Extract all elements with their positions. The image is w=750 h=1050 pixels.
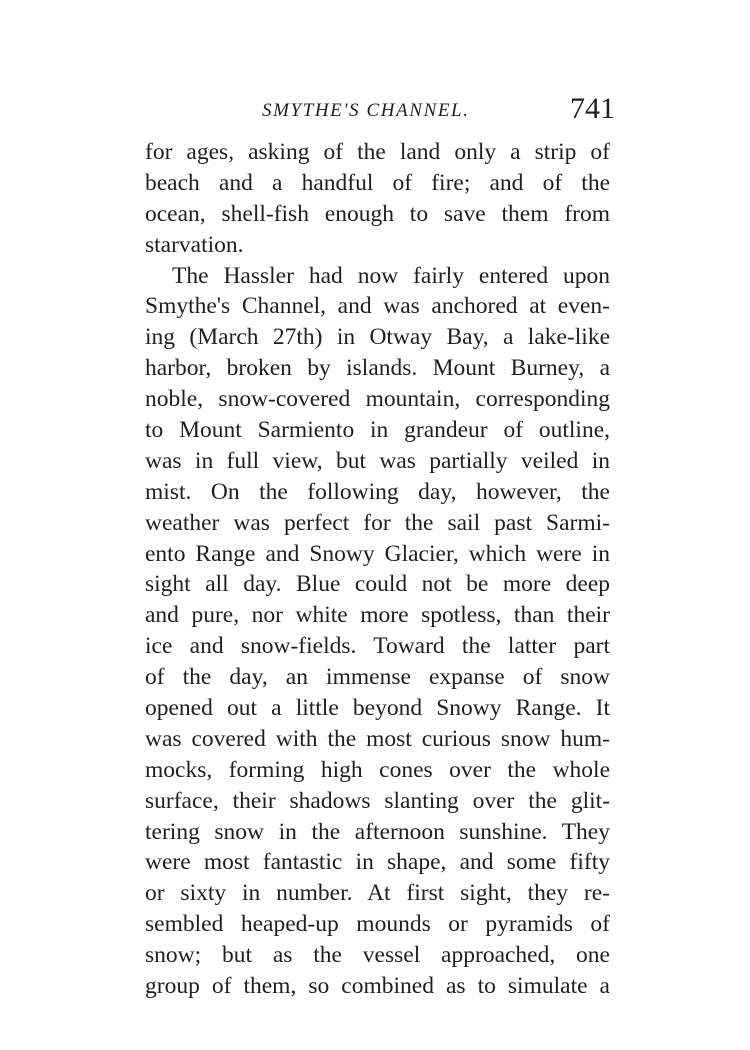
text-line: harbor, broken by islands. Mount Burney, a — [145, 355, 610, 382]
text-line: sight all day. Blue could not be more deep — [145, 571, 610, 598]
text-line: ing (March 27th) in Otway Bay, a lake-like — [145, 324, 610, 351]
text-line: opened out a little beyond Snowy Range. It — [145, 695, 610, 722]
text-line: mocks, forming high cones over the whole — [145, 756, 610, 783]
text-line: for ages, asking of the land only a strip of — [145, 139, 610, 165]
text-line: noble, snow-covered mountain, corresponding — [145, 386, 610, 413]
text-line: mist. On the following day, however, the — [145, 478, 610, 505]
text-line: tering snow in the afternoon sunshine. They — [145, 818, 610, 845]
text-line: were most fantastic in shape, and some fifty — [145, 849, 610, 876]
text-line: weather was perfect for the sail past Sarmi- — [145, 509, 610, 536]
text-line: to Mount Sarmiento in grandeur of outline, — [145, 417, 610, 444]
text-line: snow; but as the vessel approached, one — [145, 942, 610, 969]
text-line: beach and a handful of fire; and of the — [145, 169, 610, 196]
text-line: ice and snow-fields. Toward the latter part — [145, 633, 610, 660]
text-line: or sixty in number. At first sight, they re- — [145, 880, 610, 907]
body-text — [145, 137, 610, 1002]
text-line: ento Range and Snowy Glacier, which were in — [145, 540, 610, 567]
paragraph-start-line: The Hassler had now fairly entered upon — [172, 262, 610, 289]
text-line: surface, their shadows slanting over the glit- — [145, 787, 610, 814]
text-line: was covered with the most curious snow hum- — [145, 725, 610, 752]
text-line: of the day, an immense expanse of snow — [145, 664, 610, 691]
text-line: and pure, nor white more spotless, than their — [145, 602, 610, 629]
text-line: ocean, shell-fish enough to save them from — [145, 200, 610, 227]
paragraph-end-line: starvation. — [145, 231, 244, 258]
text-line: Smythe's Channel, and was anchored at even- — [145, 293, 610, 320]
text-line: was in full view, but was partially veiled in — [145, 447, 610, 474]
page-number: 741 — [570, 92, 615, 125]
text-line: group of them, so combined as to simulate a — [145, 973, 610, 1000]
running-head: SMYTHE'S CHANNEL. — [262, 100, 470, 121]
text-line: sembled heaped-up mounds or pyramids of — [145, 911, 610, 938]
